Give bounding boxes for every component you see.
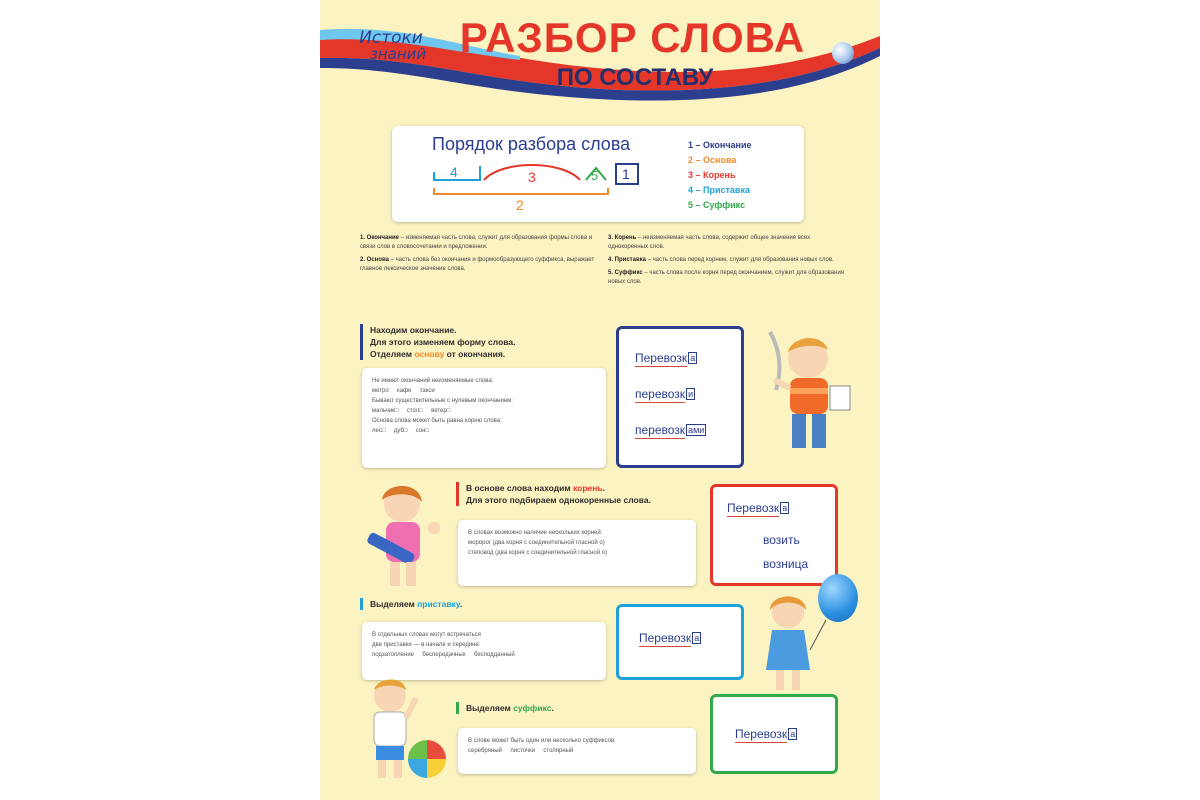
definition-text: – часть слова после корня перед окончанием, служит для образования новых слов. <box>608 270 845 285</box>
girl-with-balloon-illustration <box>756 590 826 694</box>
legend-item: 5 – Суффикс <box>688 200 746 210</box>
word-scheme-diagram <box>432 160 662 218</box>
related-word-2: возница <box>763 557 809 571</box>
definition-item <box>360 256 600 274</box>
definitions-left <box>360 234 600 278</box>
section2-line2: Для этого подбираем однокоренные слова. <box>466 495 651 505</box>
brand-logo <box>346 30 436 62</box>
section2-line1: В основе слова находим корень. <box>466 483 605 493</box>
logo-line2: знаний <box>369 45 427 63</box>
section3-line1: Выделяем приставку. <box>370 599 463 609</box>
section4-line1: Выделяем суффикс. <box>466 703 554 713</box>
boy-with-quill-illustration <box>760 330 856 460</box>
order-title: Порядок разбора слова <box>432 134 631 154</box>
suffix-example-word: Перевозк а <box>735 727 796 741</box>
scheme-label-ending: 1 <box>622 166 630 182</box>
definition-text: – неизменяемая часть слова, содержит общее значение всех однокоренных слов. <box>608 235 811 250</box>
order-box <box>392 126 804 222</box>
card-line: степовод (два корня с соединительной гласной о) <box>468 550 608 556</box>
scheme-label-root: 3 <box>528 169 536 185</box>
poster-title: РАЗБОР СЛОВА <box>459 14 806 61</box>
scheme-label-suffix: 5 <box>591 168 599 183</box>
definition-item <box>608 234 848 252</box>
card-line: В отдельных словах могут встречаться <box>372 632 481 638</box>
section1-line3: Отделяем основу от окончания. <box>370 349 506 359</box>
section1-line1: Находим окончание. <box>370 325 457 335</box>
card-line: моророг (два корня с соединительной гласной о) <box>468 540 605 546</box>
definition-item <box>360 234 600 252</box>
card-line: В словах возможно наличие нескольких корней: <box>468 530 603 536</box>
card-line: Основа слова может быть равна корню слова: <box>372 418 502 424</box>
card-line: серебряный листочки столярный <box>468 748 574 754</box>
section4-card <box>458 728 696 774</box>
definitions-right <box>608 234 848 291</box>
section1-line2: Для этого изменяем форму слова. <box>370 337 516 347</box>
definition-term: 4. Приставка <box>608 257 646 263</box>
section1-heading <box>360 324 515 360</box>
section3-heading <box>360 598 462 610</box>
example-word-3: перевозк ами <box>635 423 705 437</box>
section1-word-frame <box>616 326 744 468</box>
legend-item: 4 – Приставка <box>688 185 750 195</box>
root-example-word: Перевозк а <box>727 501 788 515</box>
section-marker <box>360 324 363 360</box>
section-marker <box>360 598 363 610</box>
section2-heading <box>456 482 651 506</box>
card-line: две приставки — в начале и середине: <box>372 642 481 648</box>
prefix-example-word: Перевозк а <box>639 631 700 645</box>
section3-word-frame <box>616 604 744 680</box>
card-line: мальчик□ стол□ ветер□ <box>372 408 451 414</box>
beach-ball-icon <box>408 740 446 778</box>
logo-line1: Истоки <box>359 28 423 48</box>
girl-with-pencil-illustration <box>360 478 450 590</box>
section2-word-frame <box>710 484 838 586</box>
ball-icon <box>832 42 854 64</box>
legend-item: 1 – Окончание <box>688 140 752 150</box>
section-marker <box>456 482 459 506</box>
definition-term: 2. Основа <box>360 257 389 263</box>
section-marker <box>456 702 459 714</box>
card-line: Бывают существительные с нулевым окончанием: <box>372 398 513 404</box>
example-word-2: перевозк и <box>635 387 694 401</box>
legend-item: 3 – Корень <box>688 170 736 180</box>
definition-term: 5. Суффикс <box>608 270 643 276</box>
legend <box>688 138 752 213</box>
section4-word-frame <box>710 694 838 774</box>
poster <box>320 0 880 800</box>
definition-text: – часть слова перед корнем, служит для образования новых слов. <box>645 257 834 263</box>
scheme-label-prefix: 4 <box>450 164 458 180</box>
section2-card <box>458 520 696 586</box>
related-word-1: возить <box>763 533 800 547</box>
card-line: Не имеют окончаний неизменяемые слова: <box>372 378 494 384</box>
definition-term: 3. Корень <box>608 235 637 241</box>
card-line: В слове может быть один или несколько суффиксов: <box>468 738 616 744</box>
card-line: метро кафе такси <box>372 388 435 394</box>
definition-item <box>608 269 848 287</box>
scheme-label-base: 2 <box>516 197 524 213</box>
example-word-1: Перевозк а <box>635 351 696 365</box>
definition-term: 1. Окончание <box>360 235 400 241</box>
poster-subtitle: ПО СОСТАВУ <box>556 64 714 91</box>
definition-item <box>608 256 848 265</box>
definition-text: – изменяемая часть слова, служит для образования формы слова и связи слов в словосочетании и предложении. <box>360 235 593 250</box>
definition-text: – часть слова без окончания и формообразующего суффикса, выражает главное лексическое значение слова. <box>360 257 595 272</box>
section3-card <box>362 622 606 680</box>
section4-heading <box>456 702 554 714</box>
section1-card <box>362 368 606 468</box>
card-line: лес□ дуб□ сон□ <box>372 428 430 434</box>
legend-item: 2 – Основа <box>688 155 737 165</box>
card-line: подзатопление беспередачных бесподданный <box>372 652 515 658</box>
